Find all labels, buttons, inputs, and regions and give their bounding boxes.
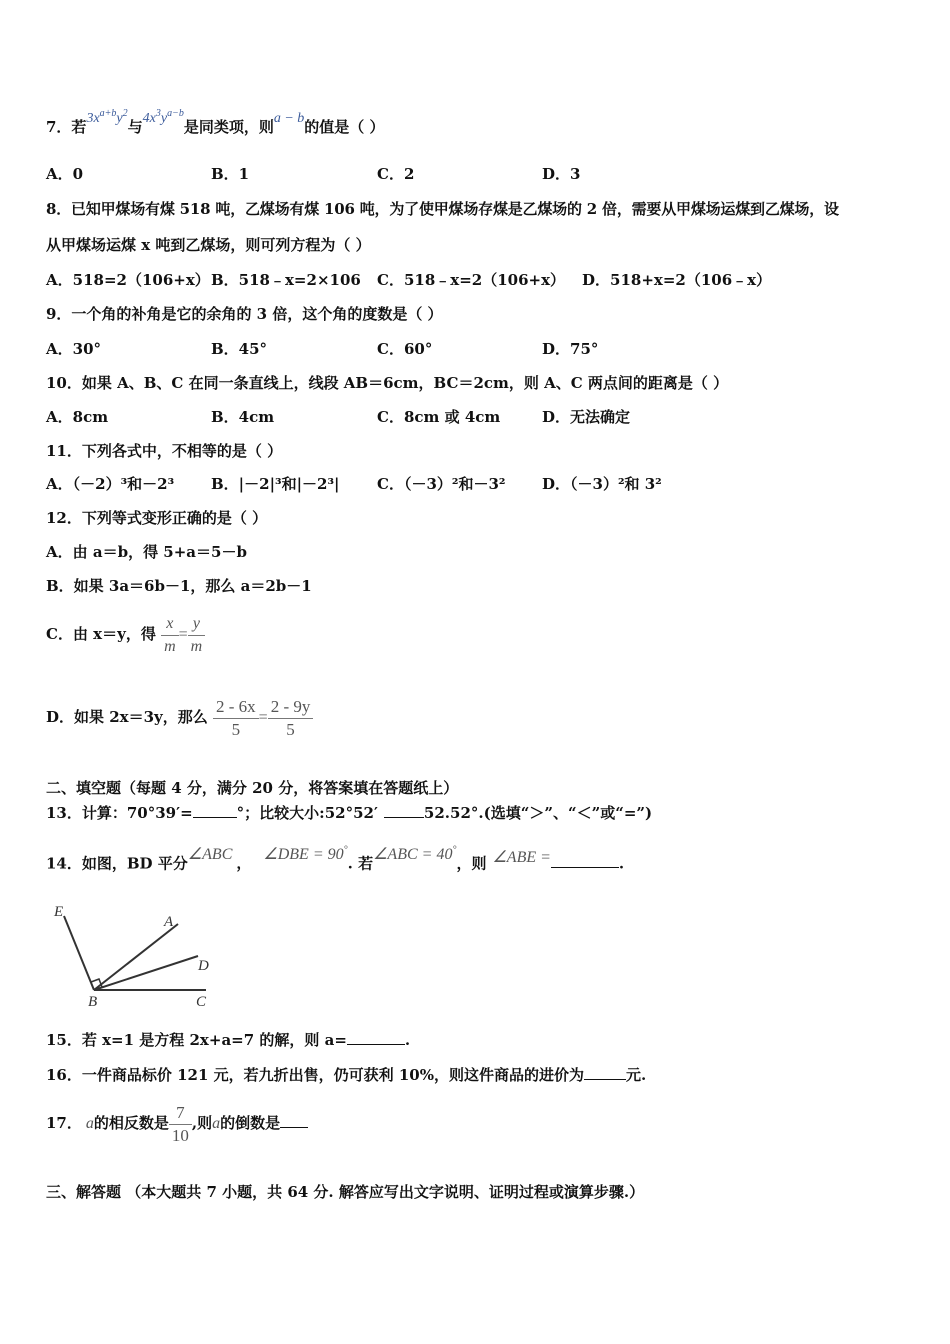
q11-option-b: B．|－2|³和|－2³|	[211, 475, 340, 493]
question-17: 17． a的相反数是 $\frac{7}{10}$ ,则a的倒数是	[46, 1100, 308, 1150]
answer-blank[interactable]	[551, 853, 619, 868]
question-13: 13．计算：70°39′= °；比较大小:52°52′ 52.52°.(选填“＞”、“＜”或“=”)	[46, 804, 653, 822]
question-9: 9．一个角的补角是它的余角的 3 倍，这个角的度数是（ ）	[46, 305, 443, 323]
question-8-line2: 从甲煤场运煤 x 吨到乙煤场，则可列方程为（ ）	[46, 236, 371, 254]
q11-option-c: C．（－3）²和－3²	[377, 475, 506, 493]
q11-option-d: D．（－3）²和 3²	[542, 475, 662, 493]
fraction-y-over-m: $\frac{y}{m}$	[188, 613, 206, 658]
q11-option-a: A．（－2）³和－2³	[46, 475, 175, 493]
question-12: 12．下列等式变形正确的是（ ）	[46, 509, 268, 527]
q10-option-d: D．无法确定	[542, 408, 631, 426]
q7-option-b: B．1	[211, 165, 250, 183]
question-14: 14．如图，BD 平分∠ABC ， ∠DBE = 90°. 若∠ABC = 40°，则 ∠ABE = .	[46, 845, 625, 873]
q10-option-c: C．8cm 或 4cm	[377, 408, 501, 426]
answer-blank[interactable]	[584, 1065, 626, 1080]
ray-be	[64, 916, 94, 990]
answer-blank[interactable]	[193, 803, 237, 818]
q7-option-a: A．0	[46, 165, 84, 183]
question-11: 11．下列各式中，不相等的是（ ）	[46, 442, 283, 460]
q12-option-a: A．由 a＝b，得 5+a＝5－b	[46, 543, 247, 561]
fraction-2-minus-9y-over-5: $\frac{2 - 9y}{5}$	[268, 696, 314, 741]
question-15: 15．若 x=1 是方程 2x+a=7 的解，则 a= .	[46, 1031, 411, 1049]
expr-a-minus-b: a − b	[273, 111, 305, 126]
q8-option-a: A．518=2（106+x）	[46, 271, 210, 289]
fraction-x-over-m: $\frac{x}{m}$	[161, 613, 179, 658]
fraction-7-over-10: $\frac{7}{10}$	[169, 1102, 192, 1147]
question-10: 10．如果 A、B、C 在同一条直线上，线段 AB＝6cm，BC＝2cm，则 A、C 两点间的距离是（ ）	[46, 374, 729, 392]
q8-option-d: D．518+x=2（106﹣x）	[582, 271, 772, 289]
label-b: B	[88, 994, 98, 1010]
q9-option-a: A．30°	[46, 340, 102, 358]
label-d: D	[198, 958, 209, 974]
question-16: 16．一件商品标价 121 元，若九折出售，仍可获利 10%，则这件商品的进价为 元.	[46, 1066, 647, 1084]
q12-option-c: C．由 x＝y，得 $\frac{x}{m}$ = $\frac{y}{m}$	[46, 612, 205, 660]
question-7: 7．若$3x^{a+b}y^2$与$4x^3y^{a-b}$是同类项，则a − b的值是（ ）	[46, 108, 385, 136]
answer-blank[interactable]	[347, 1030, 405, 1045]
section-3-heading: 三、解答题 （本大题共 7 小题，共 64 分. 解答应写出文字说明、证明过程或演算步骤.）	[46, 1183, 645, 1201]
q12-option-d: D．如果 2x＝3y，那么 $\frac{2 - 6x}{5}$ = $\frac{2 - 9y}{5}$	[46, 694, 313, 744]
expr-3x-y: $3x^{a+b}y^2$	[86, 108, 128, 126]
q8-option-c: C．518﹣x=2（106+x）	[377, 271, 566, 289]
answer-blank[interactable]	[280, 1113, 308, 1128]
label-a: A	[164, 914, 174, 930]
q7-option-d: D．3	[542, 165, 581, 183]
q10-option-a: A．8cm	[46, 408, 109, 426]
q9-option-c: C．60°	[377, 340, 433, 358]
q8-option-b: B．518﹣x=2×106	[211, 271, 361, 289]
fraction-2-minus-6x-over-5: $\frac{2 - 6x}{5}$	[213, 696, 259, 741]
q10-option-b: B．4cm	[211, 408, 275, 426]
ray-ba	[94, 924, 178, 990]
q9-option-d: D．75°	[542, 340, 599, 358]
q9-option-b: B．45°	[211, 340, 268, 358]
q12-option-b: B．如果 3a＝6b－1，那么 a＝2b－1	[46, 577, 312, 595]
question-8-line1: 8．已知甲煤场有煤 518 吨，乙煤场有煤 106 吨，为了使甲煤场存煤是乙煤场的 2 倍，需要从甲煤场运煤到乙煤场，设	[46, 200, 839, 218]
answer-blank[interactable]	[384, 803, 424, 818]
q7-option-c: C．2	[377, 165, 415, 183]
label-c: C	[196, 994, 207, 1010]
label-e: E	[54, 904, 64, 920]
expr-4x-y: $4x^3y^{a-b}$	[142, 108, 184, 126]
angle-figure	[46, 898, 226, 1010]
ray-bd	[94, 956, 198, 990]
section-2-heading: 二、填空题（每题 4 分，满分 20 分，将答案填在答题纸上）	[46, 779, 459, 797]
